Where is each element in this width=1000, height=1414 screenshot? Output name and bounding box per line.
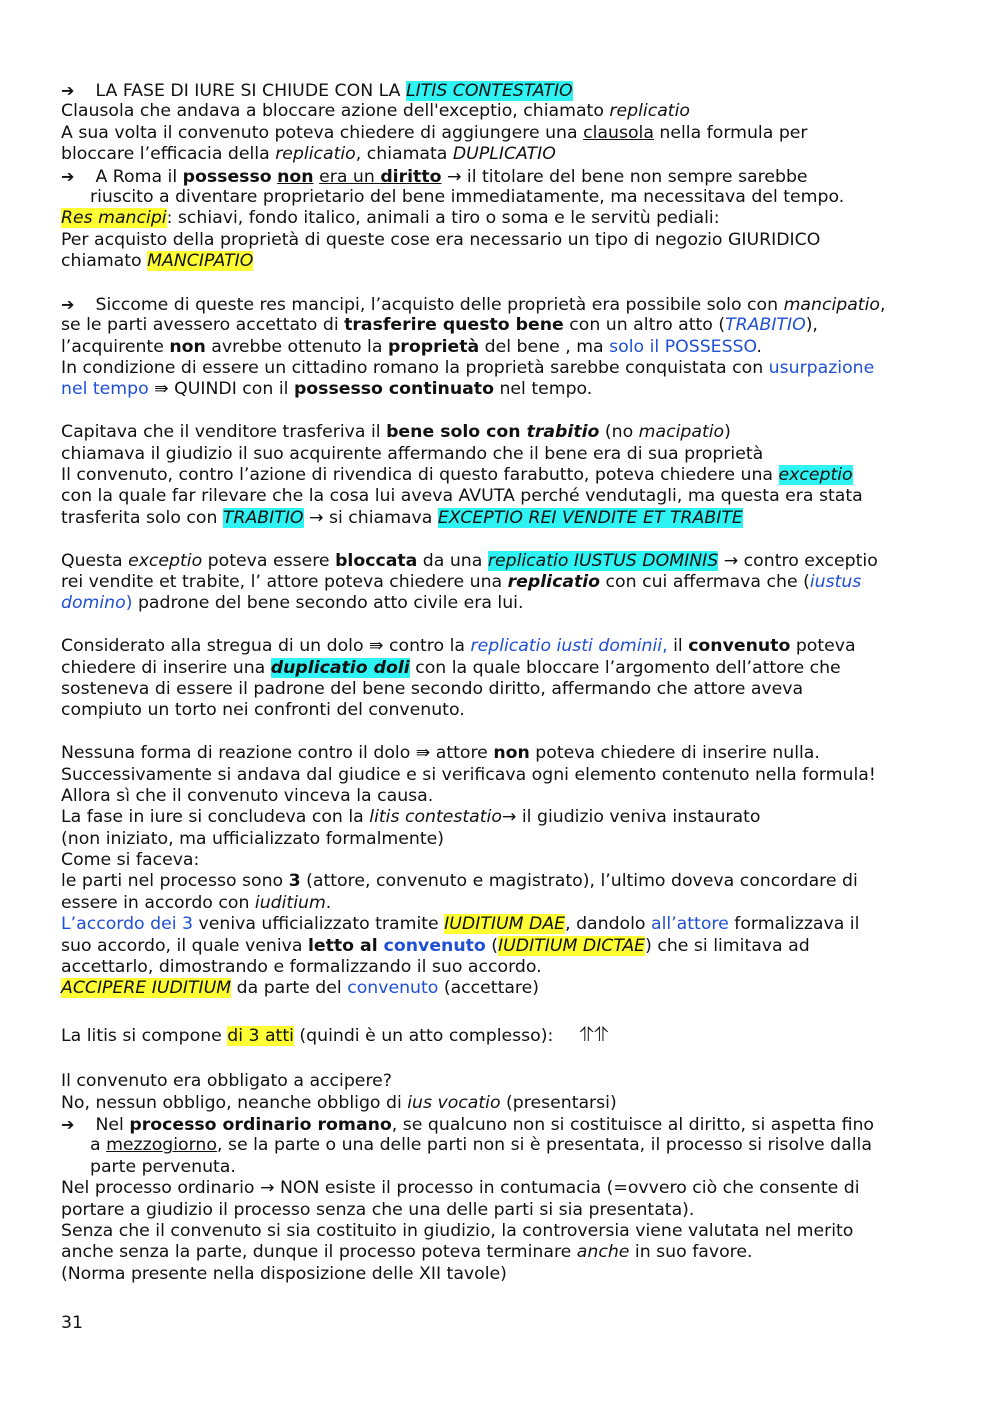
text-run: Capitava che il venditore trasferiva il: [61, 422, 387, 443]
text-line: [61, 465, 941, 486]
text-run: Nel: [90, 1114, 130, 1135]
blue-term: solo il POSSESSO: [609, 336, 757, 357]
text-line: [61, 829, 941, 850]
bold-term: non: [493, 743, 530, 764]
text-run: La litis si compone: [61, 1025, 228, 1046]
blue-italic-term: replicatio iusti dominii: [470, 636, 663, 657]
text-line: [61, 700, 941, 721]
bold-term: proprietà: [387, 336, 480, 357]
text-run: LA FASE DI IURE SI CHIUDE CON LA: [90, 81, 406, 101]
text-run: sosteneva di essere il padrone del bene secondo diritto, affermando che attore aveva: [61, 678, 804, 699]
arrow-bullet-icon: ➔: [61, 81, 75, 100]
text-run: formalizzava il: [728, 914, 860, 935]
text-line: [61, 1157, 941, 1178]
text-line: [61, 807, 941, 828]
italic-term: replicatio: [275, 144, 356, 165]
highlight-yellow: IUDITIUM DAE: [444, 914, 566, 935]
text-line: [61, 1264, 941, 1285]
bold-term: letto al: [307, 935, 384, 956]
text-line: [61, 337, 941, 358]
text-run: → il giudizio veniva instaurato: [501, 807, 761, 828]
text-run: poteva: [790, 636, 856, 657]
text-run: veniva ufficializzato tramite: [193, 914, 445, 935]
text-line: [61, 871, 941, 892]
text-line: [61, 508, 941, 529]
text-line: [61, 101, 941, 122]
bold-term: possesso continuato: [293, 379, 494, 400]
text-run: poteva essere: [202, 550, 336, 571]
bold-term: possesso: [182, 166, 272, 187]
text-run: ⇛ QUINDI con il: [148, 379, 294, 400]
highlight-yellow: Res mancipi: [61, 208, 167, 229]
text-line: [61, 379, 941, 400]
text-run: (: [485, 935, 499, 956]
blue-italic-term: domino: [61, 593, 126, 614]
underlined-term: clausola: [583, 122, 654, 143]
text-line: [61, 358, 941, 379]
blue-term: all’attore: [651, 914, 729, 935]
arrow-bullet-icon: ➔: [61, 1114, 75, 1134]
text-run: → si chiamava: [303, 507, 438, 528]
text-run: Senza che il convenuto si sia costituito in giudizio, la controversia viene valutata nel merito: [61, 1220, 854, 1241]
bullet-line: [61, 166, 941, 187]
text-line: [61, 1221, 941, 1242]
text-run: In condizione di essere un cittadino romano la proprietà sarebbe conquistata con: [61, 358, 769, 379]
text-run: Come si faceva:: [61, 850, 200, 871]
text-run: Nessuna forma di reazione contro il dolo ⇛ attore: [61, 743, 494, 764]
text-run: trasferita solo con: [61, 507, 223, 528]
text-run: Considerato alla stregua di un dolo ⇛ contro la: [61, 636, 471, 657]
bold-underlined-term: diritto: [380, 166, 442, 187]
italic-term: anche: [576, 1242, 630, 1263]
text-run: ) che si limitava ad: [645, 935, 810, 956]
bold-italic-term: trabitio: [526, 422, 600, 443]
text-run: riuscito a diventare proprietario del bene immediatamente, ma necessitava del tempo.: [90, 186, 845, 207]
text-run: anche senza la parte, dunque il processo poteva terminare: [61, 1242, 577, 1263]
text-run: chiedere di inserire una: [61, 657, 271, 678]
text-run: con la quale far rilevare che la cosa lui aveva AVUTA perché vendutagli, ma questa era stata: [61, 486, 863, 507]
text-line: [61, 743, 941, 764]
blue-bold-term: convenuto: [383, 935, 486, 956]
text-line: [61, 251, 941, 272]
text-run: suo accordo, il quale veniva: [61, 935, 308, 956]
text-run: parte pervenuta.: [90, 1156, 236, 1177]
italic-term: iuditium: [254, 892, 326, 913]
bold-term: bloccata: [335, 550, 418, 571]
text-run: nel tempo.: [493, 379, 593, 400]
text-run: con cui affermava che (: [600, 571, 810, 592]
blue-term: L’accordo dei 3: [61, 914, 194, 935]
text-run: Siccome di queste res mancipi, l’acquisto delle proprietà era possibile solo con: [90, 294, 784, 315]
blue-term: usurpazione: [768, 358, 875, 379]
italic-term: macipatio: [638, 422, 725, 443]
text-line: [61, 1135, 941, 1156]
text-run: , dandolo: [565, 914, 651, 935]
text-run: accettarlo, dimostrando e formalizzando il suo accordo.: [61, 957, 542, 978]
text-run: (attore, convenuto e magistrato), l’ultimo doveva concordare di: [300, 871, 858, 892]
text-line: [61, 230, 941, 251]
highlight-cyan: LITIS CONTESTATIO: [405, 81, 573, 101]
italic-term: DUPLICATIO: [452, 144, 556, 165]
bold-italic-term: replicatio: [507, 571, 601, 592]
text-run: portare a giudizio il processo senza che una delle parti si sia presentata).: [61, 1199, 695, 1220]
text-run: nella formula per: [653, 122, 808, 143]
highlight-cyan: EXCEPTIO REI VENDITE ET TRABITE: [437, 507, 743, 528]
bold-term: non: [169, 336, 206, 357]
text-line: [61, 1178, 941, 1199]
italic-term: litis contestatio: [369, 807, 502, 828]
text-run: con la quale bloccare l’argomento dell’attore che: [409, 657, 841, 678]
text-run: (presentarsi): [500, 1092, 617, 1113]
text-line: [61, 957, 941, 978]
blue-italic-term: iustus: [809, 571, 862, 592]
text-run: se le parti avessero accettato di: [61, 315, 345, 336]
text-line: [61, 850, 941, 871]
text-run: A Roma il: [90, 166, 183, 187]
bold-term: 3: [288, 871, 301, 892]
text-run: padrone del bene secondo atto civile era lui.: [132, 593, 524, 614]
text-line: [61, 1071, 941, 1092]
text-line: [61, 315, 941, 336]
text-line: [61, 572, 941, 593]
text-line: [61, 1093, 941, 1114]
underlined-term: era un: [319, 166, 381, 187]
highlight-yellow: ACCIPERE IUDITIUM: [61, 978, 232, 999]
text-run: in suo favore.: [629, 1242, 753, 1263]
text-line: [61, 1200, 941, 1221]
text-run: rei vendite et trabite, l’ attore poteva chiedere una: [61, 571, 508, 592]
highlight-yellow: di 3 atti: [227, 1025, 294, 1046]
text-run: essere in accordo con: [61, 892, 255, 913]
page-number: 31: [61, 1313, 83, 1333]
text-line: [61, 444, 941, 465]
text-line: [61, 765, 941, 786]
bullet-line: [61, 294, 941, 315]
text-line: [61, 123, 941, 144]
text-run: , se qualcuno non si costituisce al diritto, si aspetta fino: [391, 1114, 874, 1135]
italic-term: ius vocatio: [407, 1092, 501, 1113]
text-run: Il convenuto era obbligato a accipere?: [61, 1071, 392, 1092]
text-run: ,: [879, 294, 886, 315]
text-run: .: [325, 892, 332, 913]
text-line: [61, 893, 941, 914]
text-run: Il convenuto, contro l’azione di rivendica di questo farabutto, poteva chiedere una: [61, 465, 779, 486]
text-run: , se la parte o una delle parti non si è presentata, il processo si risolve dalla: [216, 1135, 872, 1156]
text-run: Allora sì che il convenuto vinceva la causa.: [61, 785, 434, 806]
bullet-line: [61, 80, 941, 101]
text-run: Nel processo ordinario → NON esiste il processo in contumacia (=ovvero ciò che consente di: [61, 1178, 860, 1199]
text-run: No, nessun obbligo, neanche obbligo di: [61, 1092, 408, 1113]
text-run: avrebbe ottenuto la: [205, 336, 388, 357]
text-run: La fase in iure si concludeva con la: [61, 807, 370, 828]
text-run: (no: [599, 422, 639, 443]
text-run: a: [90, 1135, 107, 1156]
blue-term: nel tempo: [61, 379, 149, 400]
text-run: Clausola che andava a bloccare azione dell'exceptio, chiamato: [61, 101, 610, 122]
text-line: [61, 551, 941, 572]
blue-term: convenuto: [347, 978, 439, 999]
bold-term: processo ordinario romano: [129, 1114, 392, 1135]
text-run: A sua volta il convenuto poteva chiedere di aggiungere una: [61, 122, 584, 143]
text-run: del bene , ma: [479, 336, 610, 357]
text-line: [61, 978, 941, 999]
text-run: con un altro atto (: [563, 315, 726, 336]
text-run: Per acquisto della proprietà di queste cose era necessario un tipo di negozio GIURIDICO: [61, 229, 821, 250]
text-run: le parti nel processo sono: [61, 871, 289, 892]
text-run: (accettare): [438, 978, 540, 999]
text-run: → il titolare del bene non sempre sarebbe: [441, 166, 808, 187]
text-run: ),: [805, 315, 818, 336]
text-run: compiuto un torto nei confronti del convenuto.: [61, 700, 465, 721]
arrow-bullet-icon: ➔: [61, 294, 75, 314]
bullet-line: [61, 1114, 941, 1135]
italic-term: mancipatio: [783, 294, 880, 315]
text-run: da parte del: [231, 978, 348, 999]
text-line: [61, 936, 941, 957]
bold-term: bene solo con: [386, 422, 527, 443]
highlight-cyan: exceptio: [778, 465, 853, 486]
text-run: : schiavi, fondo italico, animali a tiro o soma e le servitù pediali:: [166, 208, 720, 229]
highlight-yellow: IUDITIUM DICTAE: [498, 935, 646, 956]
text-line: [61, 914, 941, 935]
text-line: [61, 636, 941, 657]
italic-term: exceptio: [128, 550, 203, 571]
highlight-yellow: MANCIPATIO: [147, 251, 254, 272]
text-run: ): [724, 422, 731, 443]
text-run: chiamato: [61, 251, 148, 272]
text-run: (quindi è un atto complesso):: [293, 1025, 554, 1046]
text-line: [61, 1242, 941, 1263]
text-line: [61, 658, 941, 679]
text-run: , chiamata: [355, 144, 453, 165]
text-run: bloccare l’efficacia della: [61, 144, 276, 165]
text-line: [61, 593, 941, 614]
arrow-bullet-icon: ➔: [61, 166, 75, 186]
text-line: [61, 486, 941, 507]
bold-term: trasferire questo bene: [344, 315, 564, 336]
text-run: (non iniziato, ma ufficializzato formalmente): [61, 828, 444, 849]
text-run: Questa: [61, 550, 129, 571]
text-run: da una: [417, 550, 488, 571]
text-run: l’acquirente: [61, 336, 170, 357]
bold-underlined-term: non: [277, 166, 314, 187]
highlight-cyan: replicatio IUSTUS DOMINIS: [487, 550, 719, 571]
blue-italic-term: TRABITIO: [725, 315, 806, 336]
blue-term: ,: [662, 636, 668, 657]
text-line: [61, 679, 941, 700]
text-run: .: [756, 336, 762, 357]
underlined-term: mezzogiorno: [106, 1135, 217, 1156]
italic-term: replicatio: [609, 101, 690, 122]
text-line: [61, 786, 941, 807]
highlight-cyan-bold: duplicatio doli: [270, 657, 410, 678]
double-up-arrows-icon: ⥣⥣: [579, 1021, 609, 1046]
text-run: chiamava il giudizio il suo acquirente affermando che il bene era di sua proprietà: [61, 443, 764, 464]
text-line: [61, 422, 941, 443]
text-run: il: [667, 636, 689, 657]
text-line: [61, 144, 941, 165]
text-line: [61, 208, 941, 229]
document-body: [61, 80, 941, 1285]
text-run: Successivamente si andava dal giudice e si verificava ogni elemento contenuto nella formula!: [61, 764, 876, 785]
text-run: → contro exceptio: [718, 550, 878, 571]
text-line: [61, 1021, 941, 1050]
text-run: poteva chiedere di inserire nulla.: [529, 743, 820, 764]
bold-term: convenuto: [688, 636, 791, 657]
blue-term: ): [125, 593, 133, 614]
text-run: (Norma presente nella disposizione delle XII tavole): [61, 1263, 507, 1284]
highlight-cyan: TRABITIO: [222, 507, 304, 528]
text-line: [61, 187, 941, 208]
